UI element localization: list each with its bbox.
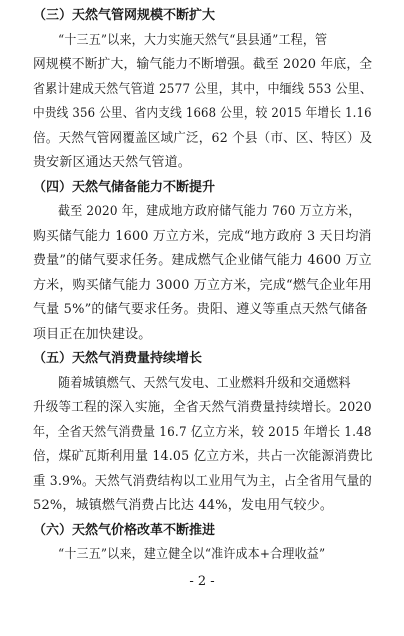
paragraph-line: 项目正在加快建设。 <box>33 326 152 342</box>
paragraph-line: 贵安新区通达天然气管道。 <box>33 155 191 170</box>
paragraph-line: 52%，城镇燃气消费占比达 44%，发电用气较少。 <box>33 498 334 513</box>
paragraph-line: 截至 2020 年，建成地方政府储气能力 760 万立方米， <box>58 204 361 219</box>
paragraph-line: 倍，煤矿瓦斯利用量 14.05 亿立方米，共占一次能源消费比 <box>33 449 373 464</box>
page-number: - 2 - <box>189 573 215 589</box>
paragraph-line: “十三五”以来，大力实施天然气“县县通”工程，管 <box>58 32 328 48</box>
paragraph-line: 随着城镇燃气、天然气发电、工业燃料升级和交通燃料 <box>58 375 351 391</box>
paragraph-line: 中贵线 356 公里、省内支线 1668 公里，较 2015 年增长 1.16 <box>33 106 372 121</box>
paragraph-line: 网规模不断扩大，输气能力不断增强。截至 2020 年底，全 <box>33 57 373 72</box>
paragraph-line: 气量 5%”的储气要求任务。贵阳、遵义等重点天然气储备 <box>33 302 368 317</box>
section-heading-3: （三）天然气管网规模不断扩大 <box>33 8 216 23</box>
section-heading-6: （六）天然气价格改革不断推进 <box>33 522 216 538</box>
section-heading-4: （四）天然气储备能力不断提升 <box>33 179 216 195</box>
paragraph-line: 省累计建成天然气管道 2577 公里，其中，中缅线 553 公里、 <box>33 81 373 97</box>
paragraph-line: 升级等工程的深入实施，全省天然气消费量持续增长。2020 <box>33 400 372 415</box>
paragraph-line: 费量”的储气要求任务。建成燃气企业储气能力 4600 万立 <box>33 253 372 268</box>
paragraph-line: 重 3.9%。天然气消费结构以工业用气为主，占全省用气量的 <box>33 473 372 489</box>
paragraph-line: 方米，购买储气能力 3000 万立方米，完成“燃气企业年用 <box>33 277 372 293</box>
paragraph-line: 年，全省天然气消费量 16.7 亿立方米，较 2015 年增长 1.48 <box>33 424 372 440</box>
paragraph-line: 倍。天然气管网覆盖区域广泛，62 个县（市、区、特区）及 <box>33 130 373 146</box>
paragraph-line: 购买储气能力 1600 万立方米，完成“地方政府 3 天日均消 <box>33 228 372 244</box>
section-heading-5: （五）天然气消费量持续增长 <box>33 351 203 366</box>
paragraph-line: “十三五”以来，建立健全以“准许成本+合理收益” <box>58 547 326 562</box>
